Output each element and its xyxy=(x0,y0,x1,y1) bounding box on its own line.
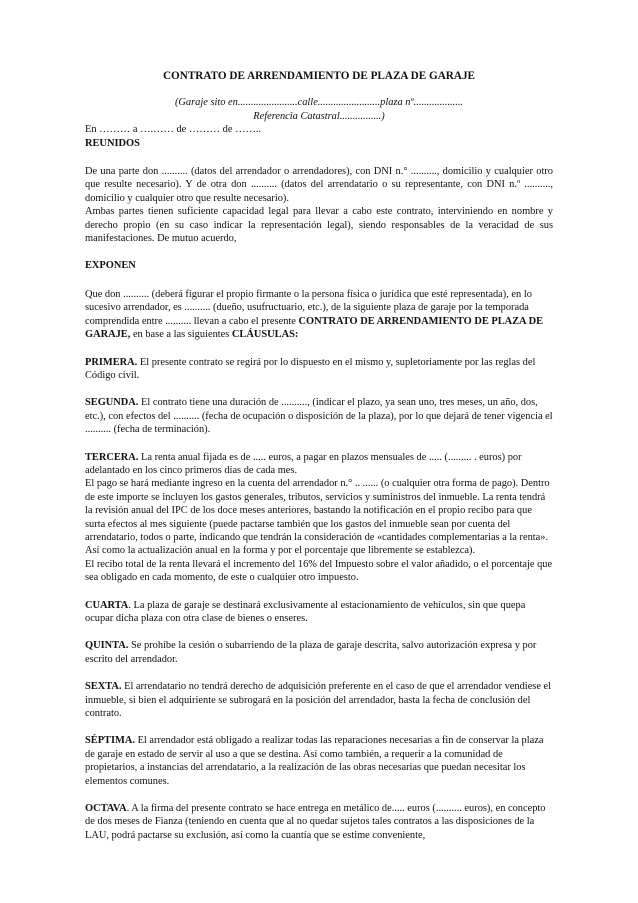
clause-text: El contrato tiene una duración de .........., (indicar el plazo, ya sean uno, tres meses, un año, dos, etc.), con efectos del .......... (fecha de ocupación o disposición de la plaza), por lo que dejará de tener vigencia el .......... (fecha de terminación). xyxy=(85,397,553,436)
exponen-text-2: en base a las siguientes xyxy=(132,329,230,341)
clause-label: SEGUNDA. xyxy=(85,397,139,409)
clause-segunda xyxy=(85,396,553,436)
clause-label: SÉPTIMA. xyxy=(85,735,135,747)
reunidos-paragraph-1: De una parte don .......... (datos del arrendador o arrendadores), con DNI n.° .........., domicilio y cualquier otro que resulte necesario). Y de otra don .......... (datos del arrendatario o su representante, con DNI n.º .........., domicilio y cualquier otro que resulte necesario). xyxy=(85,166,553,204)
subtitle-line-1: (Garaje sito en.......................calle........................plaza nº................... xyxy=(174,97,464,109)
clause-text: El arrendatario no tendrá derecho de adquisición preferente en el caso de que el arrendador vendiese el inmueble, si bien el adquiriente se subrogará en la posición del arrendador, hasta la fecha de conclusión del contrato. xyxy=(85,681,552,720)
clause-text: El presente contrato se regirá por lo dispuesto en el mismo y, supletoriamente por las reglas del Código civil. xyxy=(85,356,536,381)
clause-text: El arrendador está obligado a realizar todas las reparaciones necesarias a fin de conservar la plaza de garaje en estado de servir al uso a que se destina. Así como también, a requerir a la comunidad de propietarios, a instancias del arrendatario, a la realización de las obras necesarias que puedan necesitar los elementos comunes. xyxy=(85,735,544,787)
clause-text: Se prohíbe la cesión o subarriendo de la plaza de garaje descrita, salvo autorización expresa y por escrito del arrendador. xyxy=(85,640,537,665)
clause-primera xyxy=(85,356,553,383)
section-heading-reunidos: REUNIDOS xyxy=(85,137,140,149)
clause-label: OCTAVA xyxy=(85,803,127,815)
clause-octava xyxy=(85,802,553,842)
clause-text: La renta anual fijada es de ..... euros, a pagar en plazos mensuales de ..... (......... . euros) por adelantado en los cinco primeros días de cada mes. xyxy=(85,451,522,476)
clause-septima xyxy=(85,734,553,788)
clause-tercera-paragraph-2: El pago se hará mediante ingreso en la cuenta del arrendador n.° .. ...... (o cualquier otra forma de pago). Dentro de este importe se incluyen los gastos generales, tributos, servicios y suministros del inmueble. La renta tendrá la revisión anual del IPC de los doce meses anteriores, bastando la notificación en el propio recibo para que surta efectos al mes siguiente (puede pactarse también que los gastos del inmueble sean por cuenta del arrendatario, todos o parte, indicando que tendrán la consideración de «cantidades complementarias a la renta». Así como la actualización anual en la forma y por el porcentaje que libremente se establezca). xyxy=(85,478,550,557)
clause-tercera xyxy=(85,451,553,585)
clause-label: SEXTA. xyxy=(85,681,122,693)
clause-label: CUARTA xyxy=(85,599,129,611)
clause-label: PRIMERA. xyxy=(85,356,138,368)
exponen-text: Que don .......... (deberá figurar el propio firmante o la persona física o jurídica que esté representada), en lo sucesivo arrendador, es .......... (dueño, usufructuario, etc.), de la siguiente plaza de garaje por la temporada comprendida entre .......... llevan a cabo el presente xyxy=(85,288,532,327)
clause-cuarta xyxy=(85,599,553,626)
document-title: CONTRATO DE ARRENDAMIENTO DE PLAZA DE GARAJE xyxy=(162,70,476,82)
clause-text: . La plaza de garaje se destinará exclusivamente al estacionamiento de vehículos, sin que quepa ocupar dicha plaza con otra clase de bienes o enseres. xyxy=(85,599,526,624)
subtitle-line-2: Referencia Catastral................) xyxy=(253,110,385,122)
exponen-contract-title: CONTRATO DE ARRENDAMIENTO DE PLAZA DE GARAJE, xyxy=(85,315,544,341)
clause-label: QUINTA. xyxy=(85,640,129,652)
date-line: En ……… a ….…… de ……… de …….. xyxy=(85,124,262,136)
exponen-paragraph xyxy=(85,288,553,342)
clause-label: TERCERA. xyxy=(85,451,139,463)
reunidos-paragraph-2: Ambas partes tienen suficiente capacidad legal para llevar a cabo este contrato, interviniendo en nombre y derecho propio (en su caso indicar la representación legal), siendo responsables de la veracidad de sus manifestaciones. De mutuo acuerdo, xyxy=(85,206,553,245)
clause-quinta xyxy=(85,639,553,666)
document-page xyxy=(85,70,553,856)
exponen-section xyxy=(85,288,553,342)
exponen-clausulas-label: CLÁUSULAS: xyxy=(231,329,299,341)
clause-tercera-paragraph-3: El recibo total de la renta llevará el incremento del 16% del Impuesto sobre el valor añadido, o el porcentaje que sea obligado en cada momento, de este o cualquier otro impuesto. xyxy=(85,558,553,584)
section-heading-exponen: EXPONEN xyxy=(85,260,136,272)
clause-text: . A la firma del presente contrato se hace entrega en metálico de..... euros (.......... euros), en concepto de dos meses de Fianza (teniendo en cuenta que al no quedar sujetos tales contratos a las disposiciones de la LAU, podrá pactarse su exclusión, así como la cuantía que se estime conveniente, xyxy=(85,803,546,841)
clause-sexta xyxy=(85,680,553,720)
reunidos-section xyxy=(85,165,553,245)
